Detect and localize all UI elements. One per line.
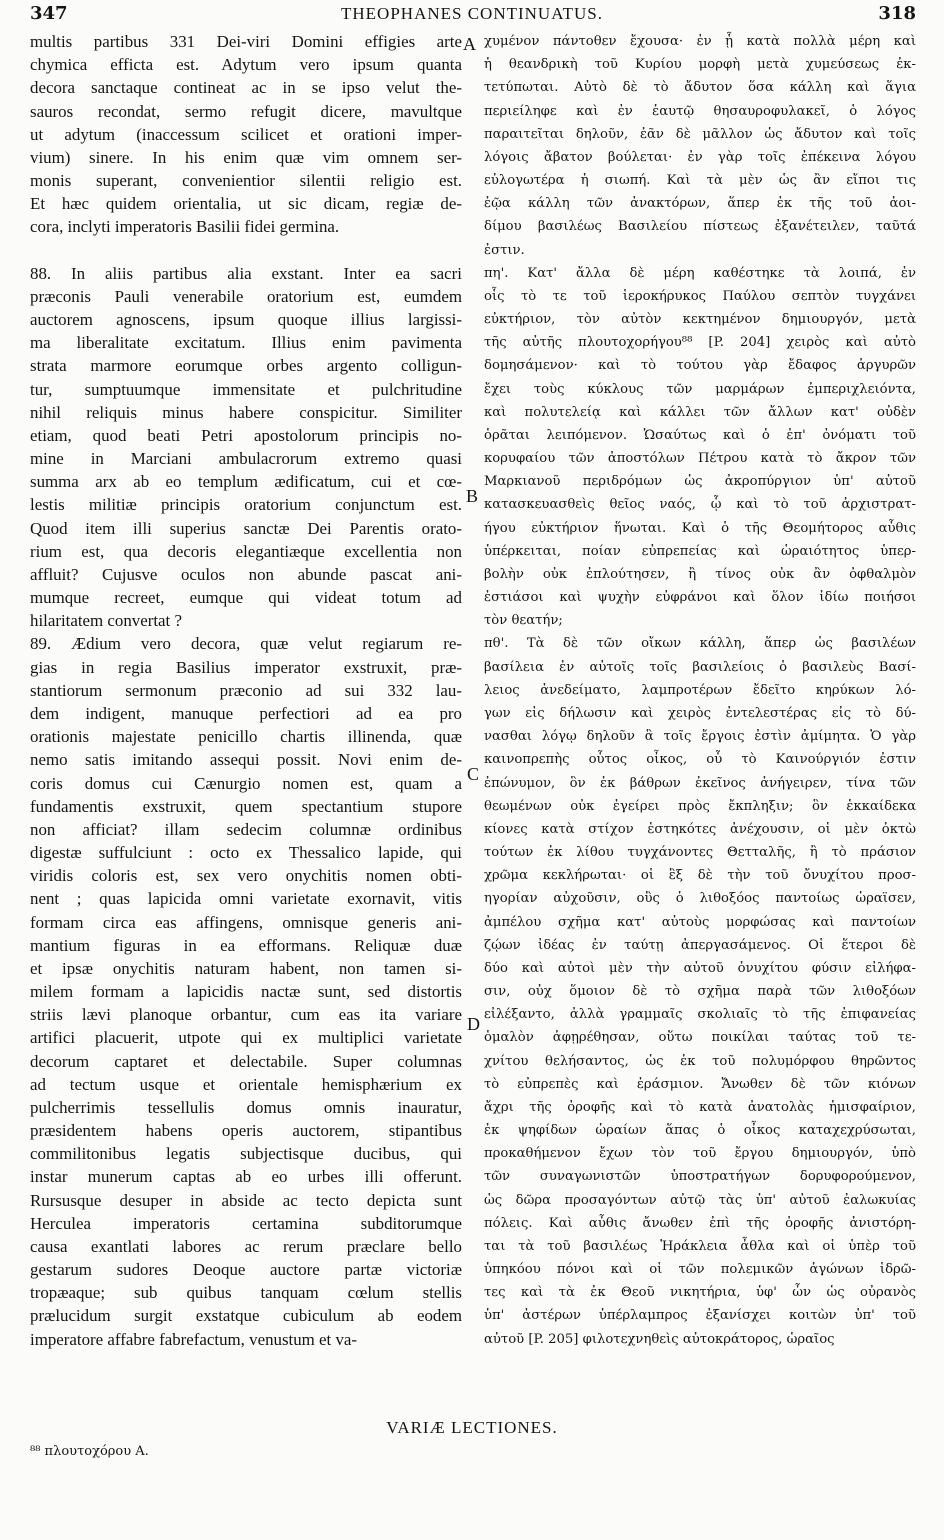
greek-line: νασθαι λόγῳ δηλοῦν ἃ τοῖς ἔργοις ἐστὶν ἀμίμητα. Ὁ γὰρ — [484, 729, 916, 745]
page-number-right: 318 — [878, 3, 916, 24]
greek-line: χνίτου θελήσαντος, ὡς ἐκ τοῦ πολυμόρφου θηρῶντος — [484, 1053, 916, 1069]
greek-line: πη'. Κατ' ἄλλα δὲ μέρη καθέστηκε τὰ λοιπά, ἐν — [484, 265, 916, 281]
page-number-left: 347 — [30, 3, 68, 24]
latin-line: prælucidum surgit exstatque cubiculum ab eodem — [30, 1306, 462, 1326]
latin-line: ad tectum usque et orientale hemisphærium ex — [30, 1074, 462, 1094]
greek-line: ηγορίαν αὐχοῦσιν, οὓς ὁ λιθοξόος παντοίως ὡραϊσεν, — [484, 891, 916, 907]
greek-line: γων εἰς δήλωσιν καὶ χειρὸς ἐντελεστέρας εἰς τὸ δύ- — [484, 705, 916, 721]
greek-line: ται τὰ τοῦ βασιλέως Ἡράκλεια ἆθλα καὶ οἱ ὑπὲρ τοῦ — [484, 1238, 916, 1254]
greek-line: ἐκ ψηφίδων ὡραίων ἅπας ὁ οἶκος καταχεχρύσωται, — [484, 1123, 916, 1139]
latin-line: lestis militiæ principis oratorium conjunctum est. — [30, 495, 462, 515]
latin-line: nemo satis imitando assequi possit. Novi enim de- — [30, 750, 462, 770]
greek-line: λόγοις ἄβατον βούλεται· ἐν γὰρ τοῖς ἐπέκεινα λόγου — [484, 149, 916, 165]
latin-line: pulcherrimis tessellulis domus omnis inauratur, — [30, 1097, 462, 1117]
greek-line: ὑπ' ἀστέρων ὑπέρλαμπρος ἐξανίσχει κοιτὼν ὑπ' τοῦ — [484, 1308, 916, 1324]
greek-line: Μαρκιανοῦ περιδρόμων ὡς ἀκροπύργιον ὑπ' αὐτοῦ — [484, 474, 916, 490]
greek-line: κίονες κατὰ στίχον ἑστηκότες ἀνέχουσιν, οἱ μὲν ὀκτὼ — [484, 821, 916, 837]
greek-line: λειος ἀνεδείματο, λαμπροτέρων ἔδεῖτο κηρύκων λό- — [484, 682, 916, 698]
latin-line: decora sanctaque contineat ac in se ipso velut the- — [30, 78, 462, 98]
greek-line: τὸ εὐπρεπὲς καὶ ἐράσμιον. Ἄνωθεν δὲ τῶν κιόνων — [484, 1076, 916, 1092]
greek-line: τούτων ἐκ λίθου τυγχάνοντες Θετταλῆς, ἢ τὸ πράσιον — [484, 845, 916, 861]
latin-line: mine in Marciani ambulacrorum extremo quasi — [30, 449, 462, 469]
greek-line: εὐκτήριον, τὸν αὐτὸν κεκτημένον δημιουργόν, μετὰ — [484, 312, 916, 328]
latin-line: monis superant, convenientior silentii religio est. — [30, 171, 462, 191]
margin-letter-a: A — [463, 34, 476, 54]
footnote: ⁸⁸ πλουτοχόρου A. — [30, 1444, 149, 1459]
latin-line: fundamentis exstruxit, quem spectantium stupore — [30, 796, 462, 816]
latin-line: hilaritatem convertat ? — [30, 611, 182, 631]
latin-line: orationis majestate penicillo chartis illinenda, quæ — [30, 727, 462, 747]
greek-line: πόλεις. Καὶ αὖθις ἄνωθεν ἐπὶ τῆς ὀροφῆς ἀνιστόρη- — [484, 1215, 916, 1231]
latin-line: præconis Pauli venerabile oratorium est, eumdem — [30, 286, 462, 306]
latin-line: chymica efficta est. Adytum vero ipsum quanta — [30, 55, 462, 75]
latin-line: summa arx ab eo templum ædificatum, cui et cœ- — [30, 472, 462, 492]
latin-line: 89. Ædium vero decora, quæ velut regiarum re- — [30, 634, 462, 654]
latin-line — [30, 239, 462, 262]
latin-line: gestarum sudores Deoque auctore partæ victoriæ — [30, 1260, 462, 1280]
latin-line: dem indigent, manuque perfectiori ad ea pro — [30, 703, 462, 723]
greek-line: ὁρᾶται λειπόμενον. Ὡσαύτως καὶ ὁ ἐπ' ὀνόματι τοῦ — [484, 427, 916, 443]
margin-letter-c: C — [467, 764, 480, 784]
latin-line: 88. In aliis partibus alia exstant. Inter ea sacri — [30, 263, 462, 283]
latin-line: nihil reliquis minus habere conspicitur. Similiter — [30, 402, 462, 422]
greek-line: χρῶμα κεκλήρωται· οἱ ἓξ δὲ τὴν τοῦ ὄνυχίτου προσ- — [484, 868, 916, 884]
latin-line: auctorem agnoscens, ipsum quoque illius largissi- — [30, 310, 462, 330]
latin-line: non afficiat? illam sedecim columnæ ordinibus — [30, 819, 462, 839]
latin-line: Et hæc quidem orientalia, ut sic dicam, regiæ de- — [30, 194, 462, 214]
page-header — [0, 0, 944, 26]
greek-line: δίμου βασιλέως Βασιλείου πίστεως ἐξανέτειλεν, ταῦτά — [484, 219, 916, 235]
greek-line: ὁμαλὸν ἀφῃρέθησαν, οὕτω ποικίλαι ταύτας τοῦ τε- — [484, 1030, 916, 1046]
latin-line: ma liberalitate excitatum. Illius enim pavimenta — [30, 333, 462, 353]
latin-line: strata marmore eorumque orbes argento colligun- — [30, 356, 462, 376]
greek-line: ὑπηκόου πόνοι καὶ οἱ τῶν πολεμικῶν ἀγώνων ἱδρῶ- — [484, 1262, 916, 1278]
greek-line: βολὴν οὐκ ἐπλούτησεν, ἢ τίνος οὐκ ἂν ὀφθαλμὸν — [484, 566, 916, 582]
latin-line: Quod item illi superius sanctæ Dei Parentis orato- — [30, 518, 462, 538]
greek-line: ἑῷα κάλλη τῶν ἀνακτόρων, ἅπερ ἐκ τῆς τοῦ ἀοι- — [484, 196, 916, 212]
greek-line: χυμένον πάντοθεν ἔχουσα· ἐν ᾗ κατὰ πολλὰ μέρη καὶ — [484, 34, 916, 49]
greek-line: ήγου εὐκτήριον ἥνωται. Καὶ ὁ τῆς Θεομήτορος αὖθις — [484, 520, 916, 536]
greek-line: ἔχει τοὺς κύκλους τῶν μαρμάρων ἐμπεριχλειόντα, — [484, 381, 916, 397]
greek-line: σιν, οὐχ ὅμοιον δὲ τὸ σχῆμα παρὰ τῶν λιθοξόων — [484, 984, 916, 1000]
greek-line: ἐστιν. — [484, 242, 525, 258]
latin-column — [30, 30, 462, 1351]
latin-line: causa exantlati labores ac rerum præclare bello — [30, 1236, 462, 1256]
greek-line: ὑπέρκειται, ποίαν εὐπρεπείας καὶ ὡραιότητος ὑπερ- — [484, 543, 916, 559]
latin-line: vium) sinere. In his enim quæ vim omnem ser- — [30, 147, 462, 167]
greek-line: κατασκευασθεὶς θεῖος ναός, ᾧ καὶ τὸ τοῦ ἀρχιστρατ- — [484, 497, 916, 513]
greek-line: τῆς αὐτῆς πλουτοχορήγου⁸⁸ [P. 204] χειρὸς καὶ αὐτὸ — [484, 335, 916, 351]
latin-line: et ipsæ onychitis naturam habent, non tamen si- — [30, 958, 462, 978]
greek-line: δομησάμενον· καὶ τὸ τούτου γὰρ ἔδαφος ἀργυρῶν — [484, 358, 916, 374]
latin-line: milem formam a lapicidis nactæ sunt, sed distortis — [30, 982, 462, 1002]
greek-line: καὶ πολυτελείᾳ καὶ κάλλει τῶν ἄλλων κατ' οὐδὲν — [484, 404, 916, 420]
latin-line: striis lævi planoque orbantur, cum eas ita variare — [30, 1005, 462, 1025]
latin-line: rium est, qua decoris elegantiæque excellentia non — [30, 541, 462, 561]
margin-letter-d: D — [467, 1014, 480, 1034]
greek-line: θεωμένων οὐκ ἐγείρει πρὸς ἔκπληξιν; ὃν ἑκκαίδεκα — [484, 798, 916, 814]
greek-line: πθ'. Τὰ δὲ τῶν οἴκων κάλλη, ἅπερ ὡς βασιλέων — [484, 636, 916, 652]
latin-line: tur, sumptuumque immensitate et pulchritudine — [30, 379, 462, 399]
greek-line: τὸν θεατήν; — [484, 613, 563, 629]
greek-line: παραιτεῖται δηλοῦν, ἐᾶν δὲ μᾶλλον ὡς ἄδυτον καὶ τοῖς — [484, 126, 916, 142]
greek-line: οἷς τὸ τε τοῦ ἱεροκήρυκος Παύλου σεπτὸν τυγχάνει — [484, 288, 916, 304]
greek-column — [484, 30, 916, 1351]
variae-lectiones-heading: VARIÆ LECTIONES. — [386, 1418, 558, 1437]
margin-letter-b: B — [466, 486, 479, 506]
latin-line: præsidentem habens operis auctorem, stipantibus — [30, 1121, 462, 1141]
greek-line: καινοπρεπὴς οὗτος οἶκος, οὗ τὸ Καινούργιόν ἐστιν — [484, 752, 916, 768]
latin-line: viridis coloris est, sex vero onychitis nomen obti- — [30, 866, 462, 886]
latin-line: instar munerum captas ab eo urbes illi offerunt. — [30, 1167, 462, 1187]
latin-line: imperatore affabre fabrefactum, venustum et va- — [30, 1329, 358, 1349]
latin-line: nent ; quas lapicida omni varietate exornavit, vitis — [30, 889, 462, 909]
greek-line: βασίλεια ἐν αὐτοῖς τοῖς βασιλείοις ὁ βασιλεὺς Βασί- — [484, 659, 916, 675]
greek-line: τῶν συναγωνιστῶν ὑποστρατήγων δορυφορούμενον, — [484, 1169, 916, 1185]
latin-line: Rursusque desuper in abside ac tecto depicta sunt — [30, 1190, 462, 1210]
greek-line: τες καὶ τὰ ἐκ Θεοῦ νικητήρια, ὑφ' ὧν ὡς οὐρανὸς — [484, 1285, 916, 1301]
greek-line: περιείληφε καὶ ἐν ἑαυτῷ θησαυροφυλακεῖ, ὁ λόγος — [484, 103, 916, 119]
latin-line: multis partibus 331 Dei-viri Domini effigies arte — [30, 32, 462, 51]
latin-line: commilitonibus legatis subjectisque ducibus, qui — [30, 1144, 462, 1164]
latin-line: stantiorum sermonum præconio ad sui 332 lau- — [30, 680, 462, 700]
greek-line: εὐλογωτέρα ἡ σιωπή. Καὶ τὰ μὲν ὡς ἂν εἴποι τις — [484, 173, 916, 189]
latin-line: gias in regia Basilius imperator exstruxit, præ- — [30, 657, 462, 677]
greek-line: προκαθήμενον ἔχων τὸν τοῦ ἔργου δημιουργόν, ὑπὸ — [484, 1146, 916, 1162]
latin-line: decorum captaret et delectabile. Super columnas — [30, 1051, 462, 1071]
greek-line: δύο καὶ αὐτοὶ μὲν τὴν αὐτοῦ ὀνυχίτου φύσιν εἰλήφα- — [484, 960, 916, 976]
greek-line: ζῴων ἰδέας ἐν ταύτῃ ἀπεργασάμενος. Οἱ ἕτεροι δὲ — [484, 937, 916, 953]
greek-line: ἀμπέλου σχῆμα κατ' αὐτοὺς μορφώσας καὶ παντοίων — [484, 914, 916, 930]
latin-line: etiam, quod beati Petri apostolorum principis no- — [30, 425, 462, 445]
latin-line: artifici placuerit, utpote qui ex multiplici varietate — [30, 1028, 462, 1048]
greek-line: ὡς δῶρα προσαγόντων αὐτῷ τὰς ὑπ' αὐτοῦ ἐαλωκυίας — [484, 1192, 916, 1208]
greek-line: ἡ θεανδρικὴ τοῦ Κυρίου μορφὴ μετὰ χυμεύσεως ἐκ- — [484, 57, 916, 73]
latin-line: sauros recondat, sermo refugit dicere, mavultque — [30, 101, 462, 121]
latin-line: coris domus cui Cænurgio nomen est, quam a — [30, 773, 462, 793]
greek-line: ἐπώνυμον, ὃν ἐκ βάθρων ἐκεῖνος ἀνήγειρεν, τίνα τῶν — [484, 775, 916, 791]
latin-line: mantium figuras in ea efformans. Reliquæ duæ — [30, 935, 462, 955]
running-title: THEOPHANES CONTINUATUS. — [341, 4, 603, 23]
latin-line: tropæaque; sub quibus tanquam cœlum stellis — [30, 1283, 462, 1303]
latin-line: mumque recreet, eumque qui videat totum ad — [30, 588, 462, 608]
greek-line: κορυφαίου τῶν ἀποστόλων Πέτρου κατὰ τὸ ἄκρον τῶν — [484, 451, 916, 467]
latin-line: digestæ suffulciunt : octo ex Thessalico lapide, qui — [30, 843, 462, 863]
greek-line: εἰλέξαντο, ἀλλὰ γραμμαῖς σκολιαῖς τὸ τῆς ἐπιφανείας — [484, 1007, 916, 1023]
latin-line: formam circa eas affingens, omnisque generis ani- — [30, 912, 462, 932]
greek-line: ἄχρι τῆς ὀροφῆς καὶ τὸ κατὰ ἀνατολὰς ἡμισφαίριον, — [484, 1099, 916, 1115]
greek-line: αὐτοῦ [P. 205] φιλοτεχνηθεὶς αὐτοκράτορος, ὡραῖος — [484, 1331, 835, 1347]
greek-line: ἑστιάσοι καὶ ψυχὴν εὐφράνοι καὶ ὅλον ἰδίω ποιήσοι — [484, 590, 916, 606]
greek-line: τετύπωται. Αὐτὸ δὲ τὸ ἄδυτον ὅσα κάλλη καὶ ἅγια — [484, 80, 916, 96]
latin-line: affluit? Cujusve oculos non abunde pascat ani- — [30, 564, 462, 584]
latin-line: ut adytum (inaccessum scilicet et orationi imper- — [30, 124, 462, 144]
latin-line: cora, inclyti imperatoris Basilii fidei germina. — [30, 217, 340, 237]
latin-line: Herculea imperatoris certamina subditorumque — [30, 1213, 462, 1233]
